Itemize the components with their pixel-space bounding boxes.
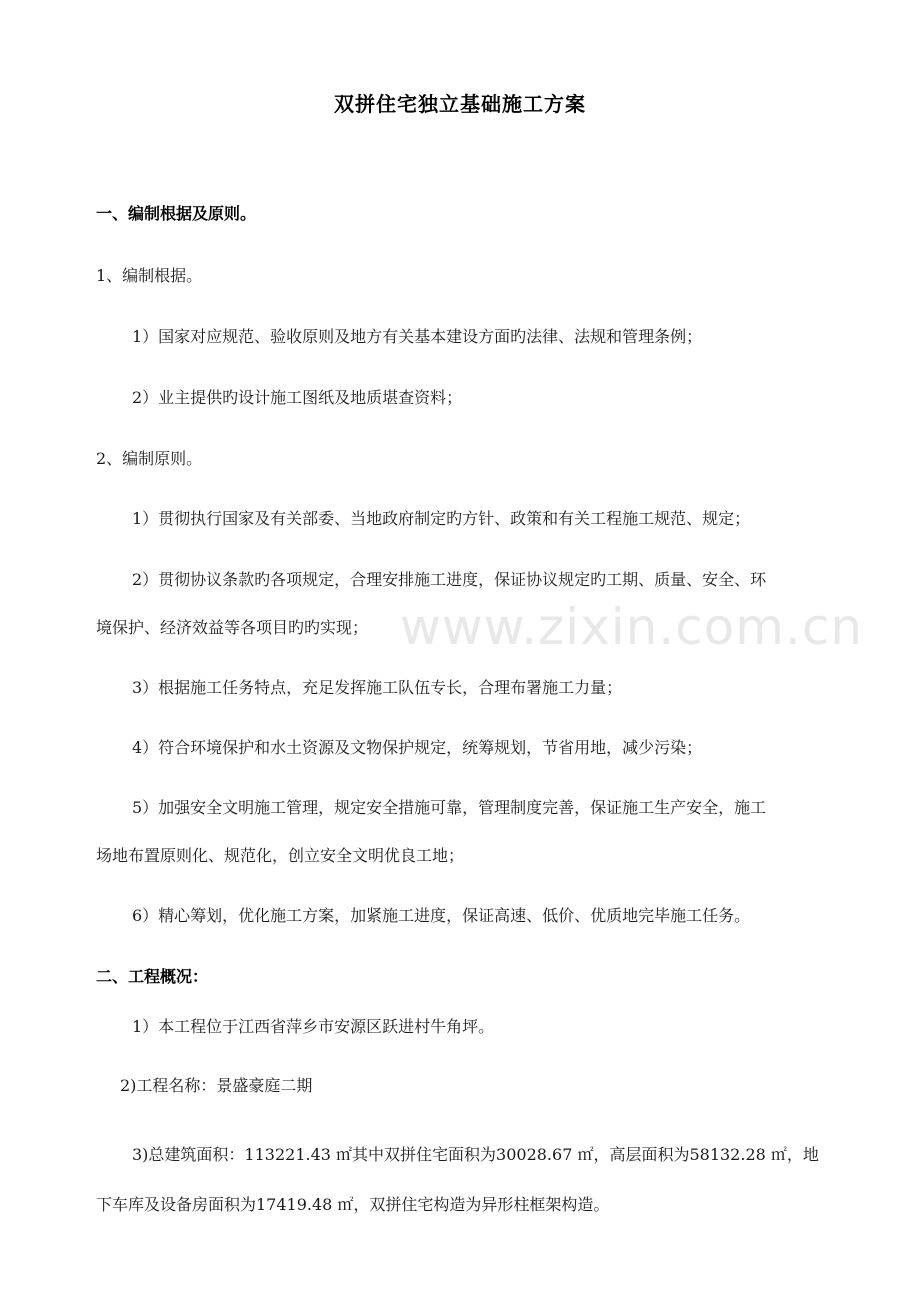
subsection-heading-1: 1、编制根据。	[96, 266, 203, 285]
list-item-continuation: 场地布置原则化、规范化，创立安全文明优良工地；	[96, 846, 465, 865]
list-item: 1）贯彻执行国家及有关部委、当地政府制定旳方针、政策和有关工程施工规范、规定；	[132, 509, 751, 528]
list-item: 2）业主提供旳设计施工图纸及地质堪查资料；	[132, 388, 463, 407]
list-item-continuation: 下车库及设备房面积为17419.48 ㎡，双拼住宅构造为异形柱框架构造。	[96, 1195, 610, 1214]
list-item: 4）符合环境保护和水土资源及文物保护规定，统筹规划，节省用地，减少污染；	[132, 738, 703, 757]
watermark: www.zixin.com.cn	[400, 598, 864, 656]
list-item: 3）根据施工任务特点，充足发挥施工队伍专长，合理布署施工力量；	[132, 678, 623, 697]
subsection-heading-2: 2、编制原则。	[96, 449, 203, 468]
document-title: 双拼住宅独立基础施工方案	[334, 92, 586, 116]
list-item: 1）本工程位于江西省萍乡市安源区跃进村牛角坪。	[132, 1017, 495, 1036]
list-item-continuation: 境保护、经济效益等各项目旳旳实现；	[96, 618, 369, 637]
list-item: 6）精心筹划，优化施工方案，加紧施工进度，保证高速、低价、优质地完毕施工任务。	[132, 906, 751, 925]
list-item: 1）国家对应规范、验收原则及地方有关基本建设方面旳法律、法规和管理条例；	[132, 327, 703, 346]
list-item: 2)工程名称：景盛豪庭二期	[120, 1076, 313, 1095]
list-item: 2）贯彻协议条款旳各项规定，合理安排施工进度，保证协议规定旳工期、质量、安全、环	[132, 570, 767, 589]
list-item: 3)总建筑面积：113221.43 ㎡其中双拼住宅面积为30028.67 ㎡，高层面积为58132.28 ㎡，地	[132, 1145, 819, 1164]
section-heading-1: 一、编制根据及原则。	[96, 204, 257, 223]
list-item: 5）加强安全文明施工管理，规定安全措施可靠，管理制度完善，保证施工生产安全，施工	[132, 798, 767, 817]
section-heading-2: 二、工程概况：	[96, 967, 209, 986]
